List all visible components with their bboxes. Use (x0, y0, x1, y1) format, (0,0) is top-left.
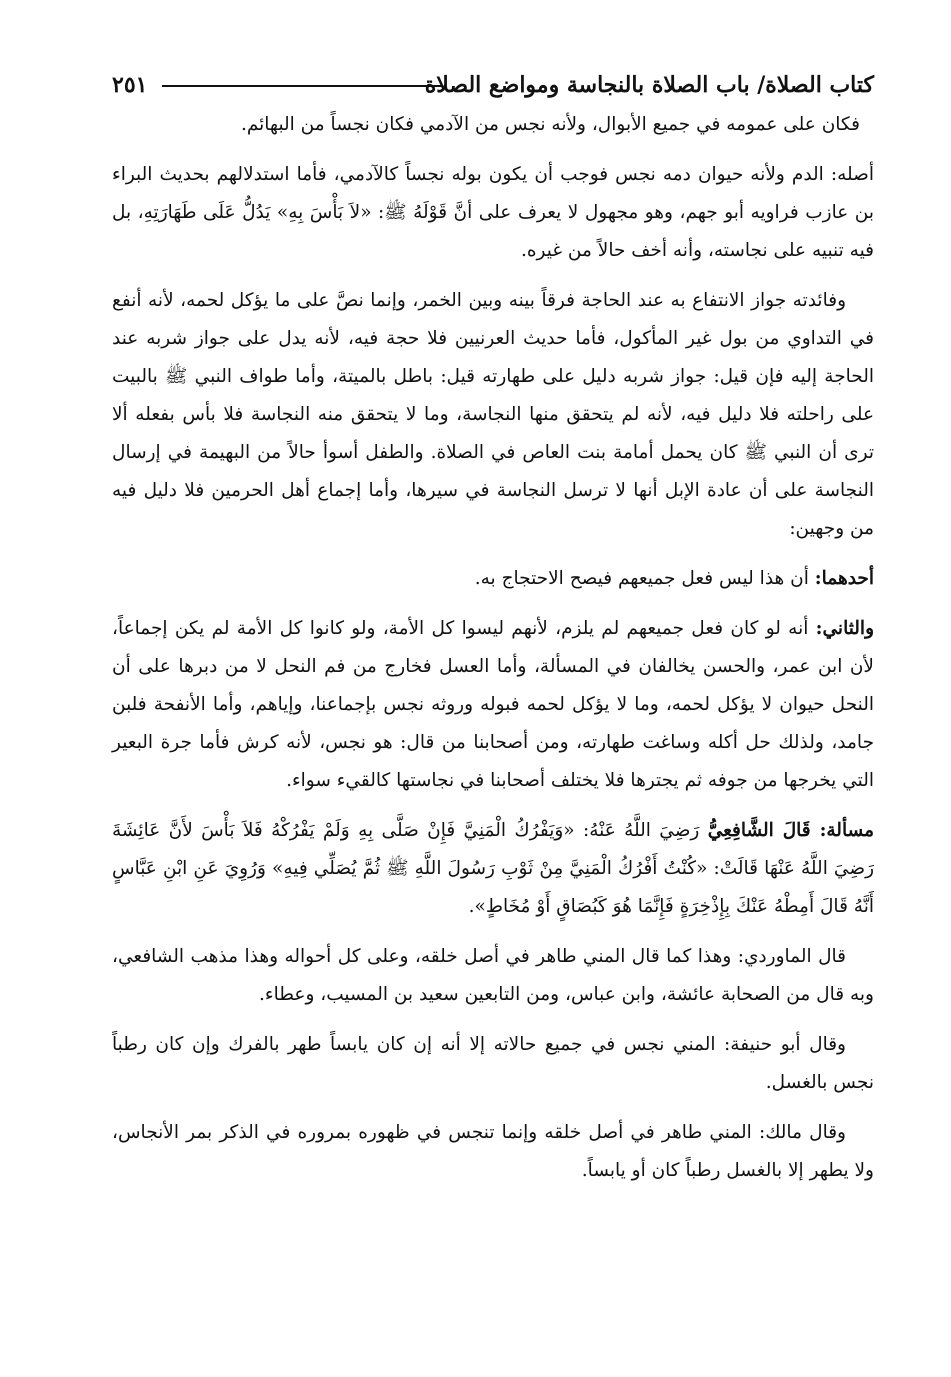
paragraph (112, 938, 874, 1014)
paragraph-lead: مسألة: قَالَ الشَّافِعِيُّ (707, 820, 874, 841)
paragraph-lead: أحدهما: (814, 568, 874, 589)
main-text (112, 106, 874, 1202)
paragraph-text: وقال مالك: المني طاهر في أصل خلقه وإنما تنجس في ظهوره بمروره في الذكر بمر الأنجاس، ولا يطهر إلا بالغسل رطباً كان أو يابساً. (112, 1122, 874, 1181)
paragraph (112, 1026, 874, 1102)
paragraph-lead: والثاني: (815, 618, 874, 639)
paragraph (112, 106, 874, 144)
page-number: ٢٥١ (112, 72, 148, 98)
paragraph-text: أنه لو كان فعل جميعهم لم يلزم، لأنهم ليسوا كل الأمة، ولو كانوا كل الأمة لم يكن إجماعاً، لأن ابن عمر، والحسن يخالفان في المسألة، وأما العسل فخارج من فم النحل لا من دبرها على أن النحل حيوان لا يؤكل لحمه، وما لا يؤكل لحمه فبوله وروثه نجس بإجماعنا، وإياهم، وأما الأنفحة فلبن جامد، ولذلك حل أكله وساغت طهارته، ومن أصحابنا من قال: هو نجس، لأنه كرش فأما جرة البعير التي يخرجها من جوفه ثم يجترها فلا يختلف أصحابنا في نجاستها كالقيء سواء. (112, 618, 874, 791)
paragraph (112, 1114, 874, 1190)
paragraph-text: وفائدته جواز الانتفاع به عند الحاجة فرقاً بينه وبين الخمر، وإنما نصَّ على ما يؤكل لحمه، لأنه أنفع في التداوي من بول غير المأكول، فأما حديث العرنيين فلا حجة فيه، لأنه يدل على جواز شربه عند الحاجة إليه فإن قيل: جواز شربه دليل على طهارته قيل: باطل بالميتة، وأما طواف النبي ﷺ بالبيت على راحلته فلا دليل فيه، لأنه لم يتحقق منها النجاسة، وما لا يتحقق منه النجاسة فلا بأس بفعله ألا ترى أن النبي ﷺ كان يحمل أمامة بنت العاص في الصلاة. والطفل أسوأ حالاً من البهيمة في إرسال النجاسة على أن عادة الإبل أنها لا ترسل النجاسة في سيرها، وأما إجماع أهل الحرمين فلا دليل فيه من وجهين: (112, 290, 874, 539)
paragraph (112, 560, 874, 598)
header-rule (162, 85, 442, 87)
running-header (112, 70, 874, 106)
paragraph-text: رَضِيَ اللَّهُ عَنْهُ: «وَيَفْرُكُ الْمَنِيَّ فَإِنْ صَلَّى بِهِ وَلَمْ يَفْرُكْهُ فَلاَ بَأْسَ لأَنَّ عَائِشَةَ رَضِيَ اللَّهُ عَنْهَا قَالَتْ: «كُنْتُ أَفْرُكُ الْمَنِيَّ مِنْ ثَوْبِ رَسُولَ اللَّهِ ﷺ ثُمَّ يُصَلِّي فِيهِ» وَرُوِيَ عَنِ ابْنِ عَبَّاسٍ أَنَّهُ قَالَ أَمِطْهُ عَنْكَ بِإِذْخِرَةٍ فَإِنَّمَا هُوَ كَبُصَاقٍ أَوْ مُخَاطٍ». (112, 820, 874, 917)
paragraph-text: أصله: الدم ولأنه حيوان دمه نجس فوجب أن يكون بوله نجساً كالآدمي، فأما استدلالهم بحديث البراء بن عازب فراويه أبو جهم، وهو مجهول لا يعرف على أنَّ قَوْلَهُ ﷺ: «لاَ بَأْسَ بِهِ» يَدُلُّ عَلَى طَهَارَتِهِ، بل فيه تنبيه على نجاسته، وأنه أخف حالاً من غيره. (112, 164, 874, 261)
paragraph-text: وقال أبو حنيفة: المني نجس في جميع حالاته إلا أنه إن كان يابساً طهر بالفرك وإن كان رطباً نجس بالغسل. (112, 1034, 874, 1093)
chapter-title: كتاب الصلاة/ باب الصلاة بالنجاسة ومواضع الصلاة (424, 72, 874, 98)
paragraph (112, 812, 874, 926)
paragraph (112, 282, 874, 548)
paragraph (112, 156, 874, 270)
paragraph-text: أن هذا ليس فعل جميعهم فيصح الاحتجاج به. (474, 568, 815, 589)
paragraph (112, 610, 874, 800)
paragraph-text: قال الماوردي: وهذا كما قال المني طاهر في أصل خلقه، وعلى كل أحواله وهذا مذهب الشافعي، وبه قال من الصحابة عائشة، وابن عباس، ومن التابعين سعيد بن المسيب، وعطاء. (112, 946, 874, 1005)
paragraph-text: فكان على عمومه في جميع الأبوال، ولأنه نجس من الآدمي فكان نجساً من البهائم. (240, 114, 860, 135)
